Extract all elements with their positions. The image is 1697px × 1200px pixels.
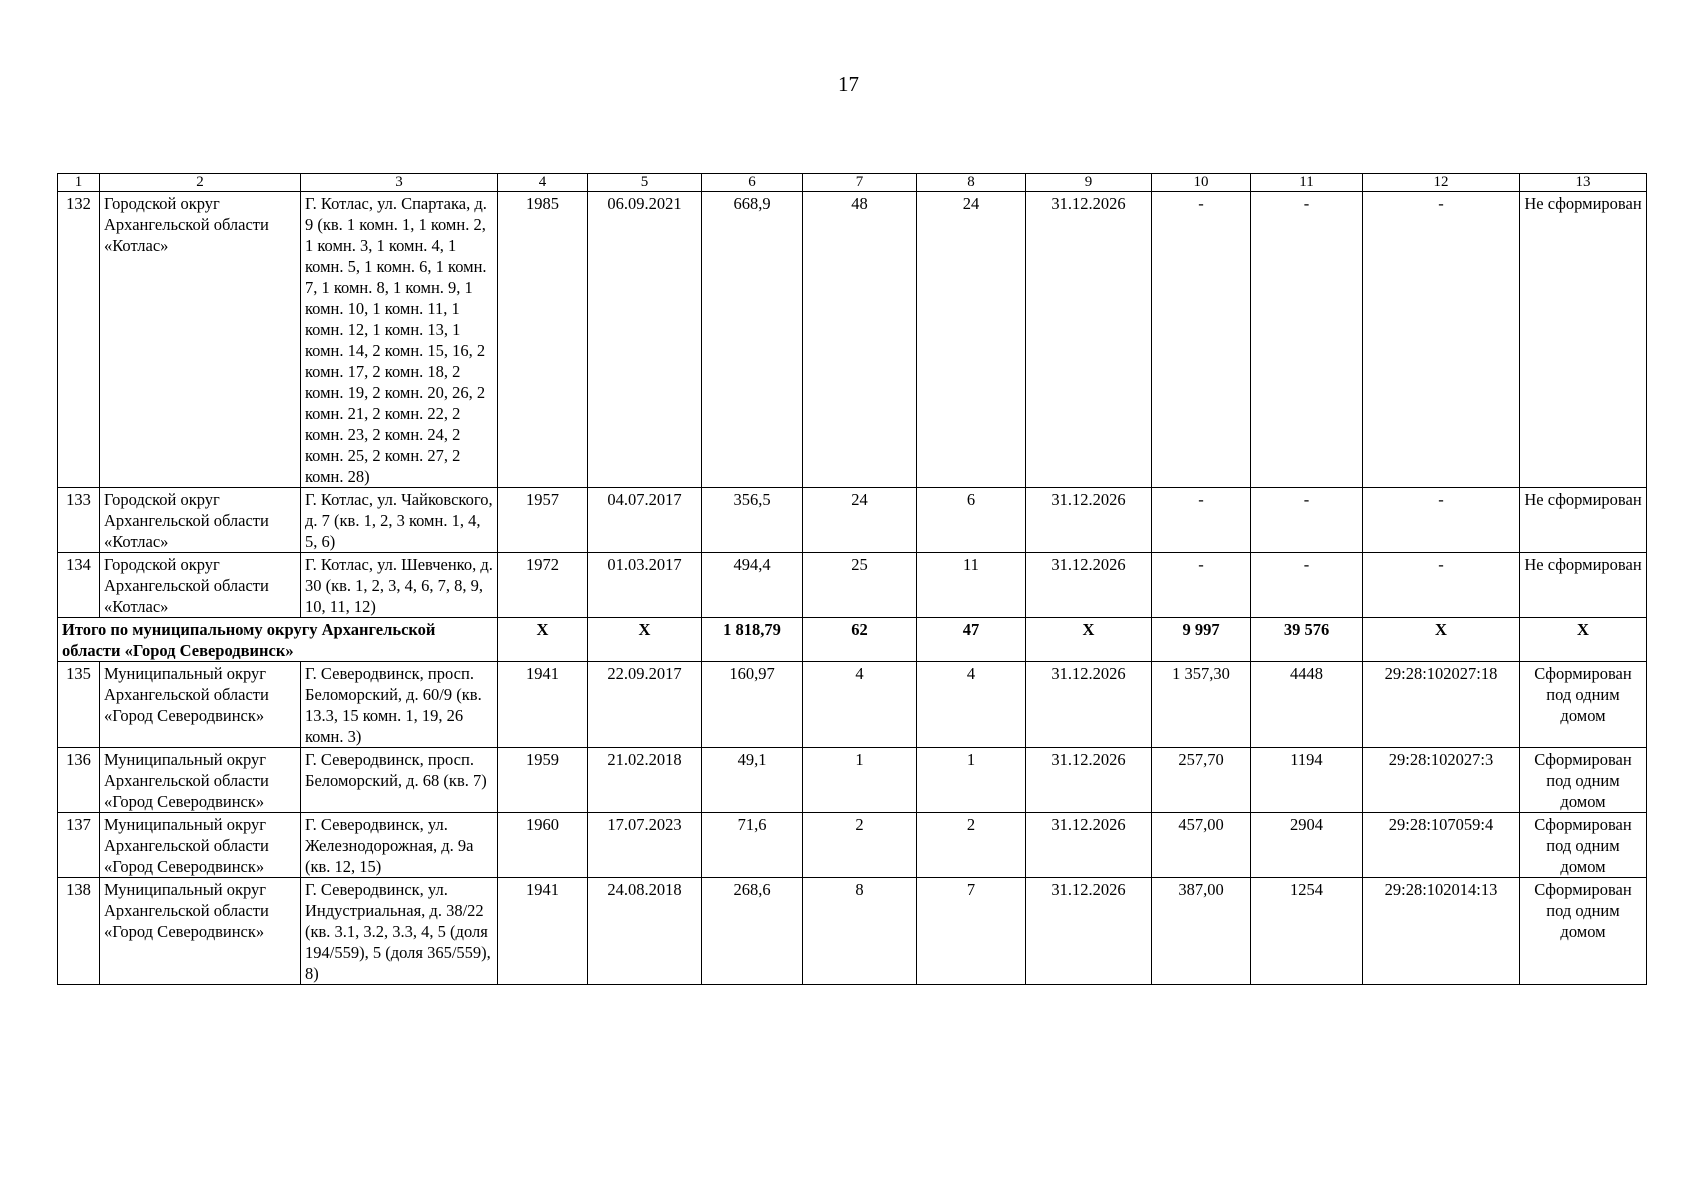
cadastral-value: 1194 <box>1251 748 1363 813</box>
apartments-count: 11 <box>917 553 1026 618</box>
column-number-row <box>58 174 1647 192</box>
recognition-date: 04.07.2017 <box>588 488 702 553</box>
column-number: 8 <box>917 174 1026 192</box>
year-built: 1959 <box>498 748 588 813</box>
address: Г. Северодвинск, ул. Железнодорожная, д. 9а (кв. 12, 15) <box>301 813 498 878</box>
municipality: Городской округ Архангельской области «Котлас» <box>100 488 301 553</box>
recognition-date: 24.08.2018 <box>588 878 702 985</box>
land-status: Сформирован под одним домом <box>1520 878 1647 985</box>
apartments-count: 6 <box>917 488 1026 553</box>
year-built: 1941 <box>498 878 588 985</box>
year-built: 1985 <box>498 192 588 488</box>
column-number: 3 <box>301 174 498 192</box>
total-land-status: X <box>1520 618 1647 662</box>
land-area: 387,00 <box>1152 878 1251 985</box>
resettlement-deadline: 31.12.2026 <box>1026 748 1152 813</box>
residents-count: 8 <box>803 878 917 985</box>
land-area: 457,00 <box>1152 813 1251 878</box>
total-recognition-date: X <box>588 618 702 662</box>
recognition-date: 21.02.2018 <box>588 748 702 813</box>
row-number: 138 <box>58 878 100 985</box>
area: 49,1 <box>702 748 803 813</box>
address: Г. Северодвинск, просп. Беломорский, д. 60/9 (кв. 13.3, 15 комн. 1, 19, 26 комн. 3) <box>301 662 498 748</box>
table-row <box>58 192 1647 488</box>
total-residents-count: 62 <box>803 618 917 662</box>
total-row <box>58 618 1647 662</box>
resettlement-deadline: 31.12.2026 <box>1026 662 1152 748</box>
column-number: 6 <box>702 174 803 192</box>
municipality: Муниципальный округ Архангельской области «Город Северодвинск» <box>100 662 301 748</box>
residents-count: 1 <box>803 748 917 813</box>
page-number: 17 <box>838 72 859 96</box>
resettlement-deadline: 31.12.2026 <box>1026 553 1152 618</box>
land-status: Не сформирован <box>1520 553 1647 618</box>
municipality: Муниципальный округ Архангельской области «Город Северодвинск» <box>100 813 301 878</box>
recognition-date: 22.09.2017 <box>588 662 702 748</box>
land-status: Сформирован под одним домом <box>1520 813 1647 878</box>
land-area: 1 357,30 <box>1152 662 1251 748</box>
resettlement-deadline: 31.12.2026 <box>1026 192 1152 488</box>
land-area: - <box>1152 553 1251 618</box>
cadastral-value: - <box>1251 553 1363 618</box>
address: Г. Северодвинск, просп. Беломорский, д. 68 (кв. 7) <box>301 748 498 813</box>
column-number: 12 <box>1363 174 1520 192</box>
apartments-count: 1 <box>917 748 1026 813</box>
cadastral-number: 29:28:102027:18 <box>1363 662 1520 748</box>
municipality: Городской округ Архангельской области «Котлас» <box>100 192 301 488</box>
cadastral-value: 4448 <box>1251 662 1363 748</box>
residents-count: 25 <box>803 553 917 618</box>
total-resettlement-deadline: X <box>1026 618 1152 662</box>
row-number: 135 <box>58 662 100 748</box>
address: Г. Котлас, ул. Шевченко, д. 30 (кв. 1, 2, 3, 4, 6, 7, 8, 9, 10, 11, 12) <box>301 553 498 618</box>
column-number: 2 <box>100 174 301 192</box>
housing-register-table <box>57 173 1647 985</box>
total-apartments-count: 47 <box>917 618 1026 662</box>
land-status: Не сформирован <box>1520 488 1647 553</box>
recognition-date: 17.07.2023 <box>588 813 702 878</box>
total-label: Итого по муниципальному округу Архангельской области «Город Северодвинск» <box>58 618 498 662</box>
area: 71,6 <box>702 813 803 878</box>
municipality: Муниципальный округ Архангельской области «Город Северодвинск» <box>100 748 301 813</box>
column-number: 13 <box>1520 174 1647 192</box>
row-number: 136 <box>58 748 100 813</box>
apartments-count: 7 <box>917 878 1026 985</box>
residents-count: 48 <box>803 192 917 488</box>
column-number: 5 <box>588 174 702 192</box>
row-number: 134 <box>58 553 100 618</box>
column-number: 7 <box>803 174 917 192</box>
resettlement-deadline: 31.12.2026 <box>1026 488 1152 553</box>
cadastral-number: 29:28:107059:4 <box>1363 813 1520 878</box>
recognition-date: 01.03.2017 <box>588 553 702 618</box>
column-number: 10 <box>1152 174 1251 192</box>
recognition-date: 06.09.2021 <box>588 192 702 488</box>
resettlement-deadline: 31.12.2026 <box>1026 813 1152 878</box>
table-row <box>58 878 1647 985</box>
land-status: Сформирован под одним домом <box>1520 662 1647 748</box>
land-status: Не сформирован <box>1520 192 1647 488</box>
table-row <box>58 488 1647 553</box>
address: Г. Котлас, ул. Спартака, д. 9 (кв. 1 комн. 1, 1 комн. 2, 1 комн. 3, 1 комн. 4, 1 комн. 5, 1 комн. 6, 1 комн. 7, 1 комн. 8, 1 комн. 9, 1 комн. 10, 1 комн. 11, 1 комн. 12, 1 комн. 13, 1 комн. 14, 2 комн. 15, 16, 2 комн. 17, 2 комн. 18, 2 комн. 19, 2 комн. 20, 26, 2 комн. 21, 2 комн. 22, 2 комн. 23, 2 комн. 24, 2 комн. 25, 2 комн. 27, 2 комн. 28) <box>301 192 498 488</box>
area: 356,5 <box>702 488 803 553</box>
row-number: 132 <box>58 192 100 488</box>
total-cadastral-value: 39 576 <box>1251 618 1363 662</box>
column-number: 11 <box>1251 174 1363 192</box>
cadastral-number: - <box>1363 192 1520 488</box>
year-built: 1972 <box>498 553 588 618</box>
apartments-count: 4 <box>917 662 1026 748</box>
year-built: 1957 <box>498 488 588 553</box>
residents-count: 4 <box>803 662 917 748</box>
cadastral-value: - <box>1251 192 1363 488</box>
address: Г. Северодвинск, ул. Индустриальная, д. 38/22 (кв. 3.1, 3.2, 3.3, 4, 5 (доля 194/559), 5 (доля 365/559), 8) <box>301 878 498 985</box>
total-year-built: X <box>498 618 588 662</box>
area: 160,97 <box>702 662 803 748</box>
row-number: 133 <box>58 488 100 553</box>
column-number: 4 <box>498 174 588 192</box>
table-row <box>58 662 1647 748</box>
residents-count: 24 <box>803 488 917 553</box>
area: 494,4 <box>702 553 803 618</box>
resettlement-deadline: 31.12.2026 <box>1026 878 1152 985</box>
area: 268,6 <box>702 878 803 985</box>
table-row <box>58 813 1647 878</box>
row-number: 137 <box>58 813 100 878</box>
total-cadastral-number: X <box>1363 618 1520 662</box>
column-number: 9 <box>1026 174 1152 192</box>
cadastral-value: - <box>1251 488 1363 553</box>
cadastral-number: - <box>1363 553 1520 618</box>
residents-count: 2 <box>803 813 917 878</box>
total-land-area: 9 997 <box>1152 618 1251 662</box>
year-built: 1960 <box>498 813 588 878</box>
land-area: 257,70 <box>1152 748 1251 813</box>
column-number: 1 <box>58 174 100 192</box>
land-area: - <box>1152 192 1251 488</box>
year-built: 1941 <box>498 662 588 748</box>
table-row <box>58 748 1647 813</box>
cadastral-value: 2904 <box>1251 813 1363 878</box>
address: Г. Котлас, ул. Чайковского, д. 7 (кв. 1, 2, 3 комн. 1, 4, 5, 6) <box>301 488 498 553</box>
land-area: - <box>1152 488 1251 553</box>
cadastral-number: 29:28:102027:3 <box>1363 748 1520 813</box>
total-area: 1 818,79 <box>702 618 803 662</box>
cadastral-number: 29:28:102014:13 <box>1363 878 1520 985</box>
municipality: Муниципальный округ Архангельской области «Город Северодвинск» <box>100 878 301 985</box>
apartments-count: 2 <box>917 813 1026 878</box>
municipality: Городской округ Архангельской области «Котлас» <box>100 553 301 618</box>
table-row <box>58 553 1647 618</box>
area: 668,9 <box>702 192 803 488</box>
land-status: Сформирован под одним домом <box>1520 748 1647 813</box>
cadastral-number: - <box>1363 488 1520 553</box>
apartments-count: 24 <box>917 192 1026 488</box>
cadastral-value: 1254 <box>1251 878 1363 985</box>
